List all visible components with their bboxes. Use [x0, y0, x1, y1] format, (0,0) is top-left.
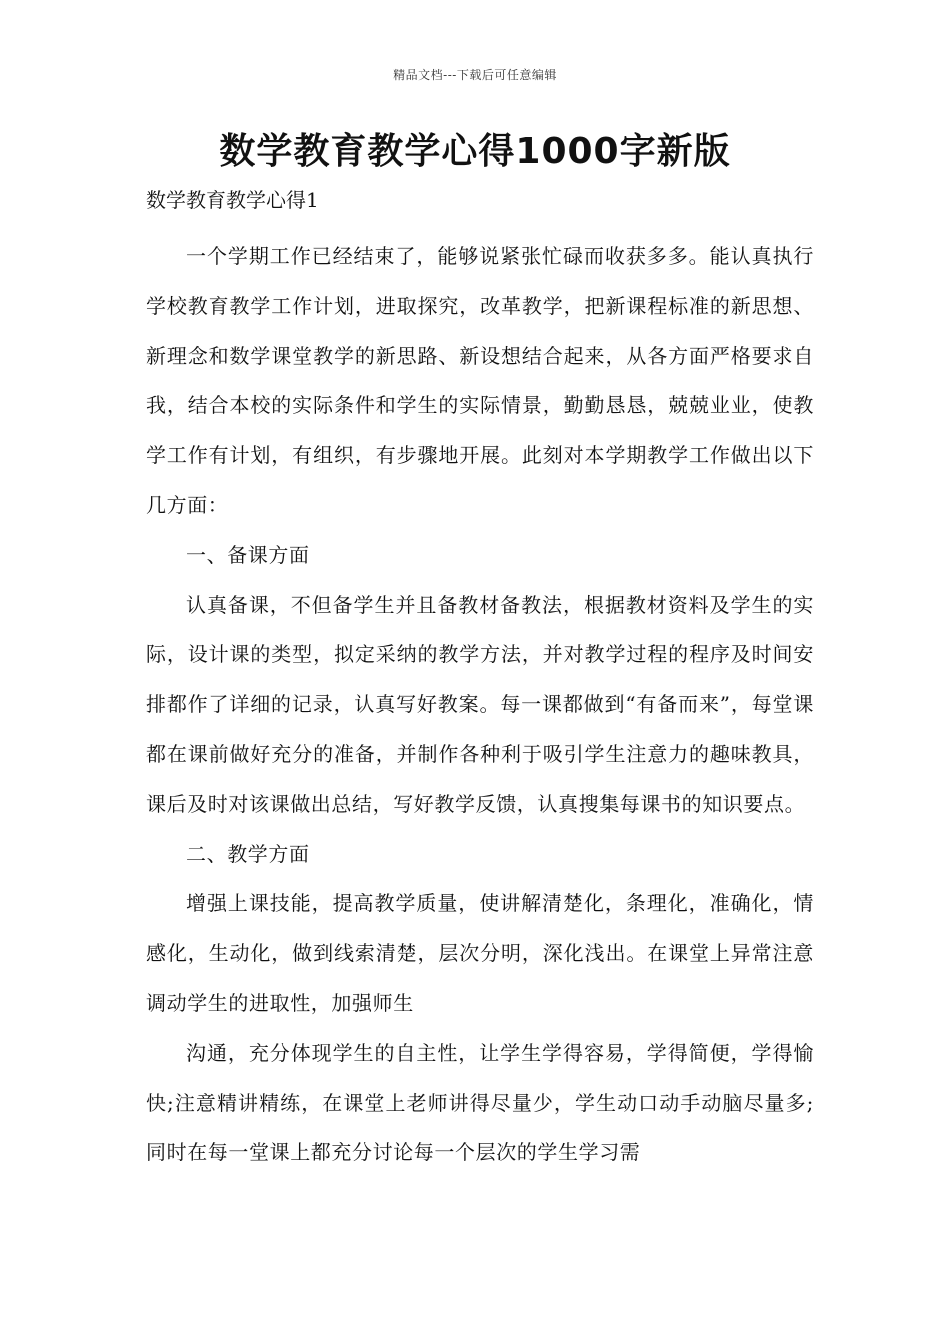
paragraph: 沟通，充分体现学生的自主性，让学生学得容易，学得简便，学得愉快;注意精讲精练，在课堂上老师讲得尽量少，学生动口动手动脑尽量多;同时在每一堂课上都充分讨论每一个层次的学生学习需	[146, 1040, 814, 1165]
paragraph: 认真备课，不但备学生并且备教材备教法，根据教材资料及学生的实际，设计课的类型，拟定采纳的教学方法，并对教学过程的程序及时间安排都作了详细的记录，认真写好教案。每一课都做到“有备而来”，每堂课都在课前做好充分的准备，并制作各种利于吸引学生注意力的趣味教具，课后及时对该课做出总结，写好教学反馈，认真搜集每课书的知识要点。	[146, 592, 814, 816]
paragraph: 一个学期工作已经结束了，能够说紧张忙碌而收获多多。能认真执行学校教育教学工作计划，进取探究，改革教学，把新课程标准的新思想、新理念和数学课堂教学的新思路、新设想结合起来，从各方面严格要求自我，结合本校的实际条件和学生的实际情景，勤勤恳恳，兢兢业业，使教学工作有计划，有组织，有步骤地开展。此刻对本学期教学工作做出以下几方面：	[146, 244, 814, 517]
document-body	[146, 232, 814, 1178]
document-title: 数学教育教学心得1000字新版	[219, 131, 731, 172]
section-heading-preparation: 一、备课方面	[186, 542, 310, 567]
paragraph: 增强上课技能，提高教学质量，使讲解清楚化，条理化，准确化，情感化，生动化，做到线索清楚，层次分明，深化浅出。在课堂上异常注意调动学生的进取性，加强师生	[146, 891, 814, 1015]
section-heading-teaching: 二、教学方面	[186, 841, 310, 866]
section-subtitle: 数学教育教学心得1	[146, 188, 319, 212]
header-note: 精品文档---下载后可任意编辑	[393, 68, 557, 82]
